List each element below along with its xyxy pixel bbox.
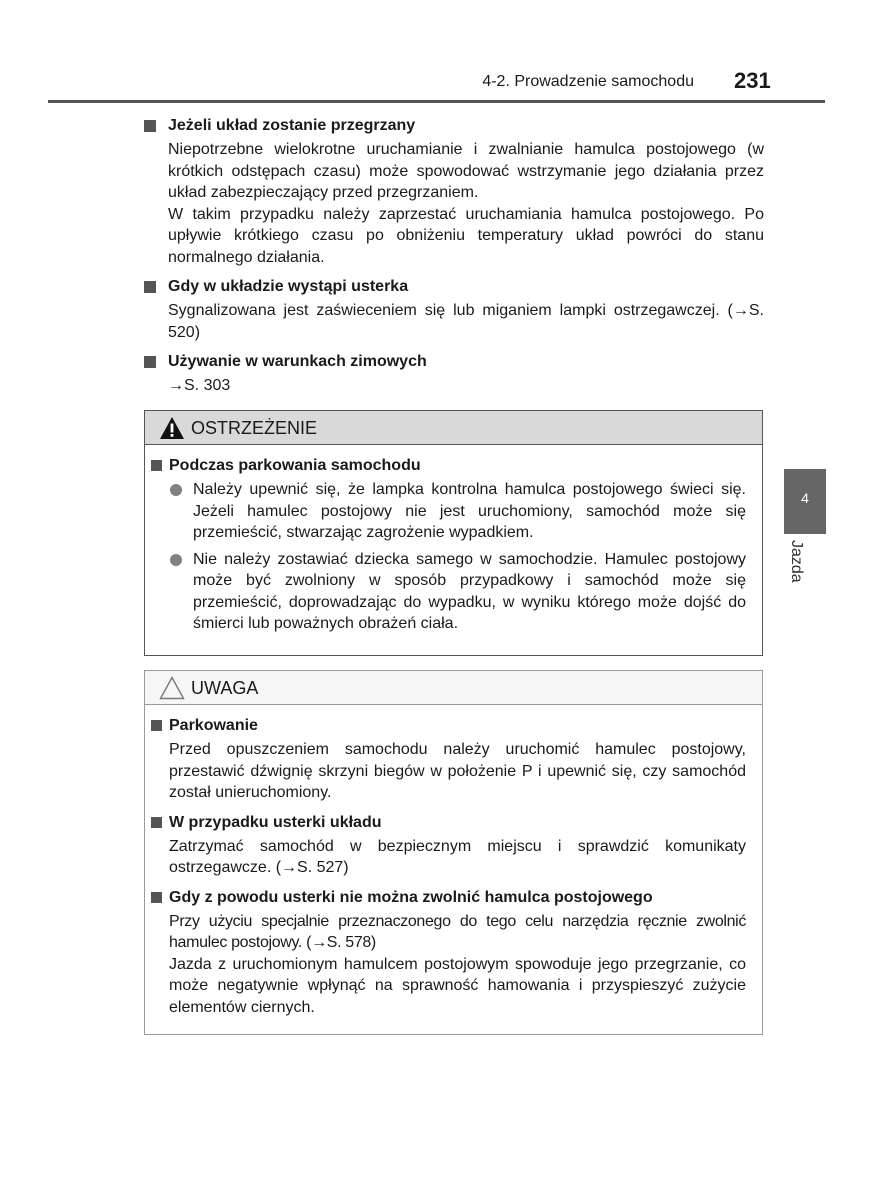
square-bullet-icon: [144, 120, 156, 132]
round-bullet-icon: [170, 554, 182, 566]
paragraph: W takim przypadku należy zaprzestać uruchamiania hamulca postojowego. Po upływie krótkiego czasu po obniżeniu temperatury układ powróci do stanu normalnego działania.: [168, 205, 764, 266]
paragraph: Zatrzymać samochód w bezpiecznym miejscu i sprawdzić komunikaty ostrzegawcze. (→S. 527): [169, 837, 746, 876]
header-rule: [48, 100, 825, 103]
section-winter: [144, 351, 764, 397]
chapter-label-text: Jazda: [788, 540, 805, 583]
warning-triangle-icon: [159, 416, 185, 440]
notice-box-label: UWAGA: [191, 678, 259, 698]
section-heading-text: Używanie w warunkach zimowych: [168, 353, 427, 370]
notice-heading-text: Parkowanie: [169, 717, 258, 734]
notice-box-header: [145, 671, 762, 705]
square-bullet-icon: [151, 460, 162, 471]
bullet-item: [151, 479, 746, 544]
square-bullet-icon: [144, 356, 156, 368]
page-number: 231: [734, 68, 771, 93]
section-heading-text: Gdy w układzie wystąpi usterka: [168, 278, 409, 295]
notice-heading: [151, 887, 746, 909]
warning-box: [144, 410, 763, 656]
section-heading: [144, 115, 764, 137]
chapter-number: 4: [801, 490, 809, 506]
warning-heading: [151, 455, 746, 477]
bullet-text: Nie należy zostawiać dziecka samego w samochodzie. Hamulec postojowy może być zwolniony w sposób przypadkowy i samochód może się przemieścić, doprowadzając do wypadku, w wyniku którego może dojść do śmierci lub poważnych obrażeń ciała.: [193, 550, 746, 632]
section-title: 4-2. Prowadzenie samochodu: [482, 73, 694, 90]
notice-heading: [151, 812, 746, 834]
paragraph: Sygnalizowana jest zaświeceniem się lub miganiem lampki ostrzegawczej. (→S. 520): [168, 302, 764, 341]
chapter-label: [788, 540, 822, 600]
notice-box: [144, 670, 763, 1035]
section-overheat: [144, 115, 764, 268]
warning-box-label: OSTRZEŻENIE: [191, 418, 318, 438]
square-bullet-icon: [151, 720, 162, 731]
notice-section-malfunction: [151, 812, 746, 879]
square-bullet-icon: [151, 892, 162, 903]
warning-box-body: [145, 445, 762, 654]
square-bullet-icon: [151, 817, 162, 828]
paragraph: Przy użyciu specjalnie przeznaczonego do tego celu narzędzia ręcznie zwolnić hamulec postojowy. (→S. 578): [169, 912, 746, 951]
main-content: [144, 115, 764, 405]
notice-heading-text: W przypadku usterki układu: [169, 813, 382, 831]
notice-heading: [151, 715, 746, 737]
bullet-text: Należy upewnić się, że lampka kontrolna hamulca postojowego świeci się. Jeżeli hamulec postojowy nie jest uruchomiony, samochód może się przemieścić, stwarzając zagrożenie wypadkiem.: [193, 481, 746, 541]
chapter-tab: [784, 469, 826, 534]
section-heading: [144, 276, 764, 298]
section-heading: [144, 351, 764, 373]
round-bullet-icon: [170, 484, 182, 496]
paragraph: Przed opuszczeniem samochodu należy uruchomić hamulec postojowy, przestawić dźwignię skrzyni biegów w położenie P i upewnić się, czy samochód został unieruchomiony.: [169, 741, 746, 801]
notice-heading-text: Gdy z powodu usterki nie można zwolnić hamulca postojowego: [169, 888, 653, 906]
paragraph: Niepotrzebne wielokrotne uruchamianie i zwalnianie hamulca postojowego (w krótkich odstępach czasu) może spowodować wstrzymanie jego działania przez układ zabezpieczający przed przegrzaniem.: [168, 141, 764, 201]
notice-section-parking: [151, 715, 746, 804]
square-bullet-icon: [144, 281, 156, 293]
paragraph: Jazda z uruchomionym hamulcem postojowym spowoduje jego przegrzanie, co może negatywnie wpłynąć na sprawność hamowania i przyspieszyć zużycie elementów ciernych.: [169, 955, 746, 1016]
warning-box-header: [145, 411, 762, 445]
section-heading-text: Jeżeli układ zostanie przegrzany: [168, 117, 416, 134]
notice-section-release: [151, 887, 746, 1019]
bullet-item: [151, 549, 746, 635]
warning-heading-text: Podczas parkowania samochodu: [169, 457, 421, 474]
section-malfunction: [144, 276, 764, 343]
notice-box-body: [145, 705, 762, 1040]
page-reference: →S. 303: [168, 377, 231, 394]
caution-triangle-icon: [159, 676, 185, 700]
